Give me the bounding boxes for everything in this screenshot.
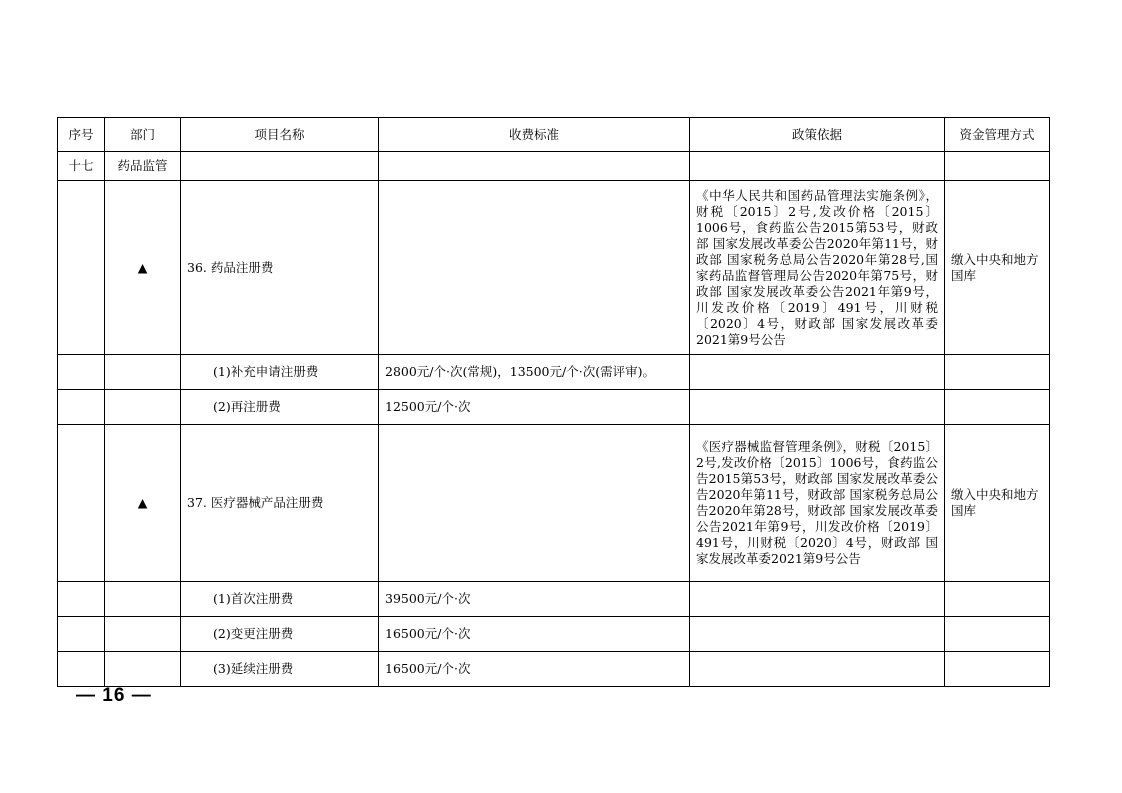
cell-empty: [58, 181, 105, 355]
cell-empty: [58, 355, 105, 390]
sub-row: [58, 390, 1050, 425]
sub-name: (2)变更注册费: [181, 617, 379, 652]
cell-empty: [105, 617, 181, 652]
header-item-name: 项目名称: [181, 118, 379, 152]
item-standard: [379, 181, 690, 355]
cell-empty: [690, 355, 945, 390]
cell-empty: [105, 355, 181, 390]
cell-empty: [690, 617, 945, 652]
cell-empty: [58, 617, 105, 652]
header-dept: 部门: [105, 118, 181, 152]
sub-standard: 2800元/个·次(常规)，13500元/个·次(需评审)。: [379, 355, 690, 390]
item-name: 37. 医疗器械产品注册费: [181, 425, 379, 582]
cell-empty: [379, 152, 690, 181]
sub-standard: 16500元/个·次: [379, 617, 690, 652]
sub-standard: 12500元/个·次: [379, 390, 690, 425]
item-name: 36. 药品注册费: [181, 181, 379, 355]
cell-empty: [181, 152, 379, 181]
cell-empty: [945, 652, 1050, 687]
page-number: — 16 —: [76, 685, 152, 706]
item-fund: 缴入中央和地方国库: [945, 181, 1050, 355]
sub-row: [58, 355, 1050, 390]
sub-row: [58, 582, 1050, 617]
item-standard: [379, 425, 690, 582]
fee-table: [57, 117, 1050, 687]
cell-empty: [690, 152, 945, 181]
sub-name: (2)再注册费: [181, 390, 379, 425]
cell-empty: [58, 582, 105, 617]
header-fund-management: 资金管理方式: [945, 118, 1050, 152]
item-policy: 《医疗器械监督管理条例》，财税〔2015〕2号,发改价格〔2015〕1006号，食药监公告2015第53号，财政部 国家发展改革委公告2020年第11号，财政部 国家税务总局公告2020年第28号，财政部 国家发展改革委公告2021年第9号，川发改价格〔2019〕491号，川财税〔2020〕4号，财政部 国家发展改革委2021第9号公告: [690, 425, 945, 582]
item-fund: 缴入中央和地方国库: [945, 425, 1050, 582]
cell-empty: [105, 390, 181, 425]
header-fee-standard: 收费标准: [379, 118, 690, 152]
cell-empty: [58, 652, 105, 687]
sub-row: [58, 617, 1050, 652]
cell-empty: [58, 390, 105, 425]
sub-standard: 16500元/个·次: [379, 652, 690, 687]
table-row: [58, 181, 1050, 355]
item-marker: ▲: [105, 425, 181, 582]
section-row: [58, 152, 1050, 181]
header-row: [58, 118, 1050, 152]
cell-empty: [690, 390, 945, 425]
section-no: 十七: [58, 152, 105, 181]
cell-empty: [105, 652, 181, 687]
cell-empty: [945, 582, 1050, 617]
cell-empty: [945, 390, 1050, 425]
sub-name: (3)延续注册费: [181, 652, 379, 687]
header-no: 序号: [58, 118, 105, 152]
cell-empty: [945, 617, 1050, 652]
cell-empty: [690, 582, 945, 617]
item-marker: ▲: [105, 181, 181, 355]
sub-row: [58, 652, 1050, 687]
header-policy-basis: 政策依据: [690, 118, 945, 152]
cell-empty: [58, 425, 105, 582]
cell-empty: [945, 355, 1050, 390]
sub-name: (1)补充申请注册费: [181, 355, 379, 390]
cell-empty: [690, 652, 945, 687]
section-dept: 药品监管: [105, 152, 181, 181]
item-policy: 《中华人民共和国药品管理法实施条例》，财税〔2015〕2号,发改价格〔2015〕1006号，食药监公告2015第53号，财政部 国家发展改革委公告2020年第11号，财政部 国家税务总局公告2020年第28号,国家药品监督管理局公告2020年第75号，财政部 国家发展改革委公告2021年第9号，川发改价格〔2019〕491号，川财税〔2020〕4号，财政部 国家发展改革委2021第9号公告: [690, 181, 945, 355]
sub-standard: 39500元/个·次: [379, 582, 690, 617]
sub-name: (1)首次注册费: [181, 582, 379, 617]
table-row: [58, 425, 1050, 582]
cell-empty: [105, 582, 181, 617]
cell-empty: [945, 152, 1050, 181]
